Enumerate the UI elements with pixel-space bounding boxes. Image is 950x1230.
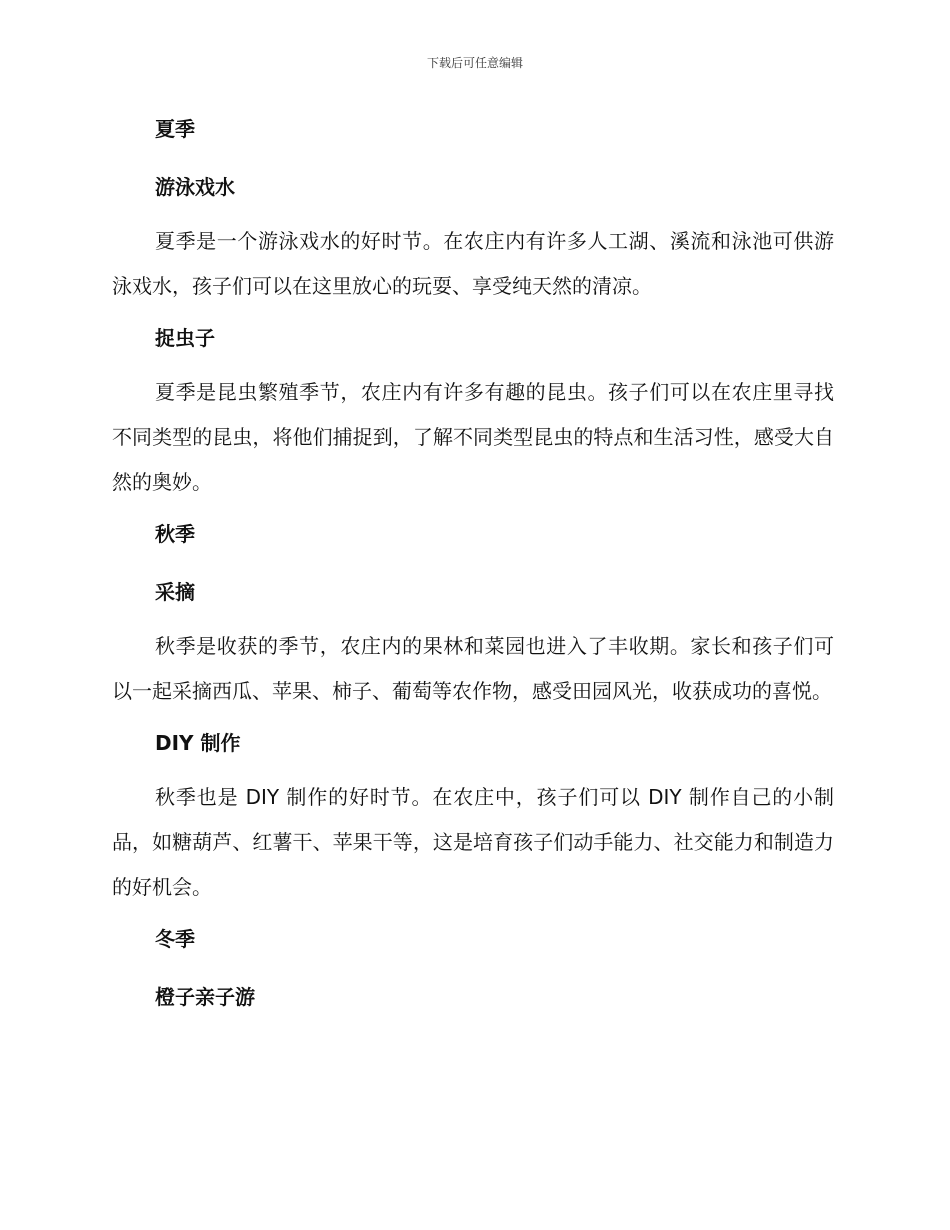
paragraph-swimming: 夏季是一个游泳戏水的好时节。在农庄内有许多人工湖、溪流和泳池可供游泳戏水，孩子们可以在这里放心的玩耍、享受纯天然的清凉。: [112, 229, 834, 298]
section-heading-autumn: 秋季: [155, 522, 195, 546]
subheading-swimming: 游泳戏水: [155, 175, 235, 199]
document-body: [112, 112, 834, 1014]
subheading-diy: DIY 制作: [155, 731, 241, 755]
paragraph-picking: 秋季是收获的季节，农庄内的果林和菜园也进入了丰收期。家长和孩子们可以一起采摘西瓜、苹果、柿子、葡萄等农作物，感受田园风光，收获成功的喜悦。: [112, 634, 834, 703]
subheading-orange-trip: 橙子亲子游: [155, 985, 255, 1009]
section-heading-winter: 冬季: [155, 927, 195, 951]
subheading-catching-bugs: 捉虫子: [155, 326, 215, 350]
section-heading-summer: 夏季: [155, 117, 195, 141]
paragraph-diy: 秋季也是 DIY 制作的好时节。在农庄中，孩子们可以 DIY 制作自己的小制品，如糖葫芦、红薯干、苹果干等，这是培育孩子们动手能力、社交能力和制造力的好机会。: [112, 785, 834, 899]
paragraph-catching-bugs: 夏季是昆虫繁殖季节，农庄内有许多有趣的昆虫。孩子们可以在农庄里寻找不同类型的昆虫，将他们捕捉到，了解不同类型昆虫的特点和生活习性，感受大自然的奥妙。: [112, 380, 834, 494]
page-header: 下载后可任意编辑: [426, 56, 523, 70]
subheading-picking: 采摘: [155, 580, 195, 604]
